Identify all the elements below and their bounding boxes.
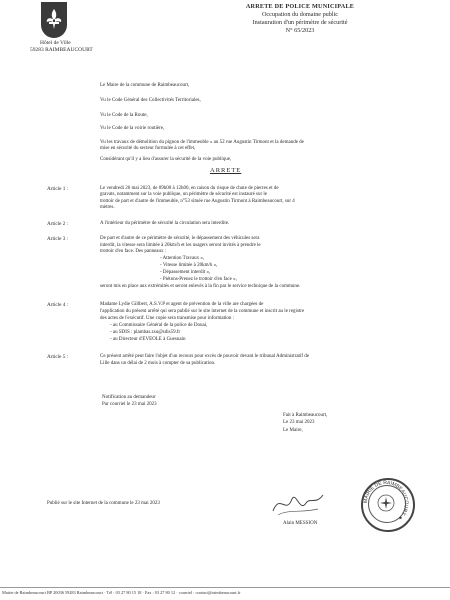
article-bullet: - Piétons-Prenez le trottoir d'en face », [160, 277, 237, 282]
footer-divider [0, 587, 450, 588]
article-bullet: - Dépassement interdit », [160, 270, 211, 275]
article-bullet: - au Directeur d'EVEOLE à Guesnain [110, 337, 186, 342]
article-label: Article 3 : [47, 236, 69, 242]
commune-address: 59283 RAIMBEAUCOURT [30, 47, 93, 53]
article-text-line: De part et d'autre de ce périmètre de sécurité, le dépassement des véhicules sera [100, 236, 260, 241]
article-text-line: Ce présent arrêté peut faire l'objet d'un recours pour excès de pouvoir devant le tribunal Administratif de [100, 354, 309, 359]
article-bullet: - Attention Travaux », [160, 256, 205, 261]
notification-line: Notification au demandeur [102, 395, 156, 400]
document-title: ARRETE DE POLICE MUNICIPALE [245, 3, 355, 10]
document-subtitle-1: Occupation du domaine public [261, 11, 339, 18]
article-bullet: - Vitesse limitée à 20km/h », [160, 263, 218, 268]
visa-line: Vu le Code de la voirie routière, [100, 126, 165, 131]
publication-note: Publié sur le site Internet de la commune le 23 mai 2023 [47, 501, 160, 506]
mairie-seal [361, 478, 415, 532]
article-bullet: - au SDIS : plambas.zsu@sdis59.fr [110, 330, 181, 335]
visa-line: Considérant qu'il y a lieu d'assurer la sécurité de la voie publique, [100, 157, 232, 162]
arrete-heading: ARRETE [210, 167, 242, 174]
article-text-line: Le vendredi 26 mai 2023, de 09h00 à 12h00, en raison du risque de chute de pierres et de [100, 186, 279, 191]
footer-contact: Mairie de Raimbeaucourt BP 20036 59283 Raimbeaucourt · Tél : 03 27 80 15 18 · Fax : 03 27 80 12 · courriel : contact@raimbeaucourt.fr [2, 590, 241, 595]
article-text-line: seront mis en place aux extrémités et seront enlevés à la fin par le service technique de la commune. [100, 284, 301, 289]
article-text-line: trottoir de part et d'autre de l'immeuble, n°53 située rue Augustin Tirmont à Raimbeaucourt, sur 4 [100, 199, 295, 204]
article-label: Article 5 : [47, 354, 69, 360]
arrete-number: N° 65/2023 [285, 27, 315, 34]
article-label: Article 2 : [47, 221, 69, 227]
mayor-name: Alain MESSION [283, 521, 318, 526]
svg-text:MAIRIE DE RAIMBEAUCOURT ★: MAIRIE DE RAIMBEAUCOURT ★ [362, 479, 410, 522]
signature-title: Le Maire, [283, 428, 303, 433]
article-text-line: interdit, la vitesse sera limitée à 20km/h et les usagers seront invités à prendre le [100, 243, 261, 248]
signature-place: Fait à Raimbeaucourt, [283, 413, 328, 418]
article-bullet: - au Commissaire Général de la police de Douai, [110, 323, 208, 328]
article-text-line: Lille dans un délai de 2 mois à compter de sa publication. [100, 361, 216, 366]
hotel-de-ville-label: Hôtel de Ville [40, 40, 71, 46]
signature-date: Le 23 mai 2023 [283, 420, 315, 425]
article-text-line: l'application du présent arrêté qui sera publié sur le site internet de la commune et inscrit au le registre [100, 309, 305, 314]
article-text-line: mètres. [100, 205, 115, 210]
article-text-line: Madame Lydie Gillbert, A.S.V.P et agent de prévention de la ville are chargées de [100, 302, 264, 307]
visa-line: Vu les travaux de démolition du pignon de l'immeuble « au 52 rue Augustin Tirmont et la demande de [100, 140, 304, 145]
article-text-line: gravats, notamment sur la voie publique, un périmètre de sécurité est instauré sur le [100, 192, 268, 197]
article-text-line: des actes de l'exécutif. Une copie sera transmise pour information : [100, 316, 235, 321]
seal-text-ring-icon [361, 478, 411, 528]
city-crest-logo [41, 2, 67, 38]
handwritten-signature [268, 485, 328, 521]
visa-line: mise en sécurité du secteur formulée à cet effet, [100, 146, 196, 151]
visa-line: Vu le Code de la Route, [100, 113, 148, 118]
notification-line: Par courriel le 23 mai 2023 [102, 402, 157, 407]
fleur-de-lis-icon [45, 8, 63, 30]
document-subtitle-2: Instauration d'un périmètre de sécurité [252, 19, 348, 26]
article-text-line: A l'intérieur du périmètre de sécurité la circulation sera interdite. [100, 221, 230, 226]
article-label: Article 1 : [47, 186, 69, 192]
article-text-line: trottoir d'en face. Des panneaux : [100, 249, 167, 254]
article-label: Article 4 : [47, 302, 69, 308]
visa-line: Le Maire de la commune de Raimbeaucourt, [100, 83, 190, 88]
visa-line: Vu le Code Général des Collectivités Territoriales, [100, 98, 201, 103]
